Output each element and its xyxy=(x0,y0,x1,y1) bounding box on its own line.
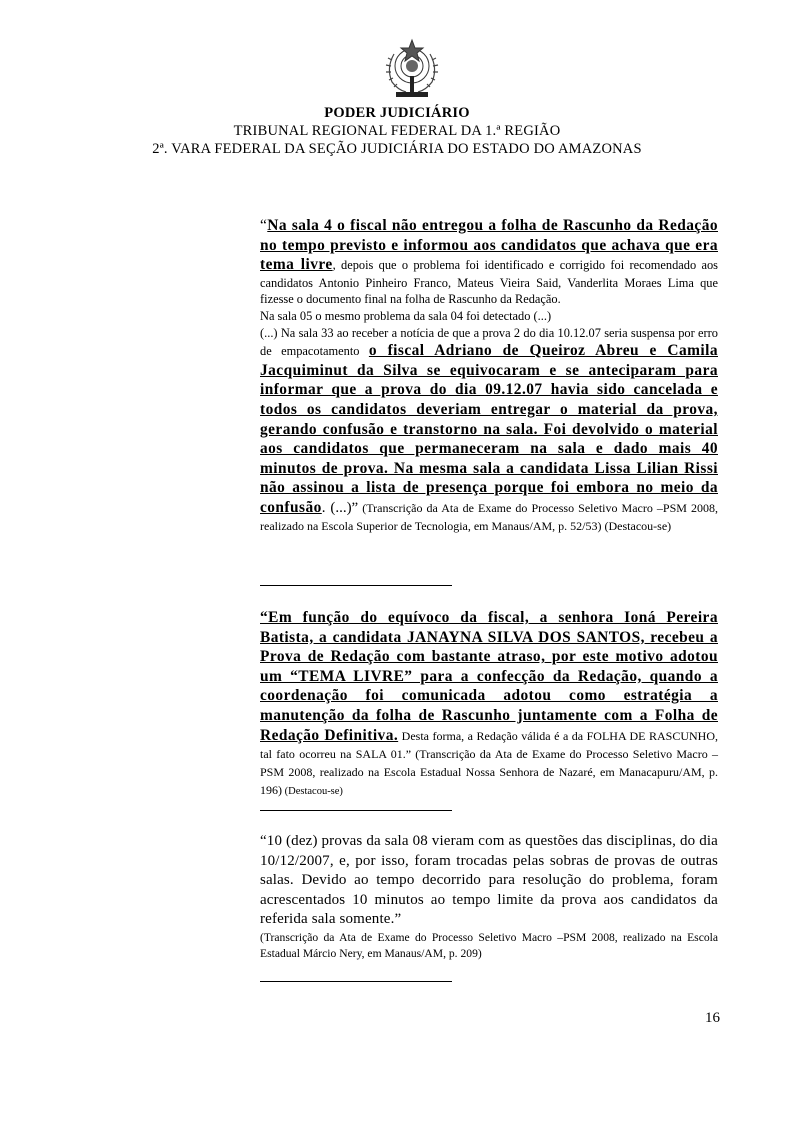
header-line-2: TRIBUNAL REGIONAL FEDERAL DA 1.ª REGIÃO xyxy=(233,123,561,139)
quote2-emphasis-note: (Destacou-se) xyxy=(282,786,343,798)
quote2-emphasis: “Em função do equívoco da fiscal, a senhora Ioná Pereira Batista, a candidata JANAYNA SILVA DOS SANTOS, recebeu a Prova de Redação com bastante atraso, por este motivo adotou um “TEMA LIVRE” para a confecção da Redação, quando a coordenação foi comunicada adotou como estratégia a manutenção da folha de Rascunho juntamente com a Folha de Redação Definitiva. xyxy=(260,609,718,744)
quote-block-1 xyxy=(260,216,718,534)
quote3-citation: (Transcrição da Ata de Exame do Processo Seletivo Macro –PSM 2008, realizado na Escola Estadual Márcio Nery, em Manaus/AM, p. 209) xyxy=(260,930,718,960)
quote-block-3 xyxy=(260,832,718,962)
quote1-paragraph-2: Na sala 05 o mesmo problema da sala 04 foi detectado (...) xyxy=(260,308,552,323)
separator-rule-2 xyxy=(260,810,452,811)
quote1-open-mark: “ xyxy=(260,217,268,234)
quote1-citation: (Transcrição da Ata de Exame do Processo Seletivo Macro –PSM 2008, realizado na Escola Superior de Tecnologia, em Manaus/AM, p. 52/53) (Destacou-se) xyxy=(260,500,718,533)
quote2-text: Desta forma, a Redação válida é a da FOLHA DE RASCUNHO, tal fato ocorreu na SALA 01.” (Transcrição da Ata de Exame do Processo Seletivo Macro –PSM 2008, realizado na Escola Estadual Nossa Senhora de Nazaré, em Manacapuru/AM, p. 196) xyxy=(260,728,718,798)
quote1-paragraph-1 xyxy=(260,216,718,308)
quote1-paragraph-3 xyxy=(260,325,718,535)
quote1-text-1: , depois que o problema foi identificado e corrigido foi recomendado aos candidatos Antonio Pinheiro Franco, Mateus Vieira Said, Vanderlita Moraes Lima que fizesse o documento final na folha de Rascunho da Redação. xyxy=(260,258,718,307)
quote1-emphasis-1: Na sala 4 o fiscal não entregou a folha de Rascunho da Redação no tempo previsto e informou aos candidatos que achava que era tema livre xyxy=(260,217,718,274)
header-line-3: 2ª. VARA FEDERAL DA SEÇÃO JUDICIÁRIA DO ESTADO DO AMAZONAS xyxy=(152,141,642,157)
quote1-text-3: (...) Na sala 33 ao receber a notícia de que a prova 2 do dia 10.12.07 seria suspensa por erro de empacotamento xyxy=(260,325,718,359)
quote2-paragraph xyxy=(260,608,718,800)
page-number: 16 xyxy=(705,1010,720,1026)
quote1-emphasis-2: o fiscal Adriano de Queiroz Abreu e Camila Jacquiminut da Silva se equivocaram e se anteciparam para informar que a prova do dia 09.12.07 havia sido cancelada e todos os candidatos deveriam entregar o material da prova, gerando confusão e transtorno na sala. Foi devolvido o material aos candidatos que permaneceram na sala e dado mais 40 minutos de prova. Na mesma sala a candidata Lissa Lilian Rissi não assinou a lista de presença porque foi embora no meio da confusão xyxy=(260,342,718,516)
header-line-1: PODER JUDICIÁRIO xyxy=(324,105,470,121)
separator-rule-1 xyxy=(260,585,452,586)
separator-rule-3 xyxy=(260,981,452,982)
coat-of-arms-seal xyxy=(382,36,442,100)
quote-block-2 xyxy=(260,608,718,800)
court-header xyxy=(0,104,794,158)
quote3-text: “10 (dez) provas da sala 08 vieram com as questões das disciplinas, do dia 10/12/2007, e, por isso, foram trocadas pelas sobras de provas de outras salas. Devido ao tempo decorrido para resolução do problema, foram acrescentados 10 minutos ao tempo limite da prova aos candidatos da referida sala somente.” xyxy=(260,833,718,927)
quote1-closing: . (...)” xyxy=(321,499,359,516)
